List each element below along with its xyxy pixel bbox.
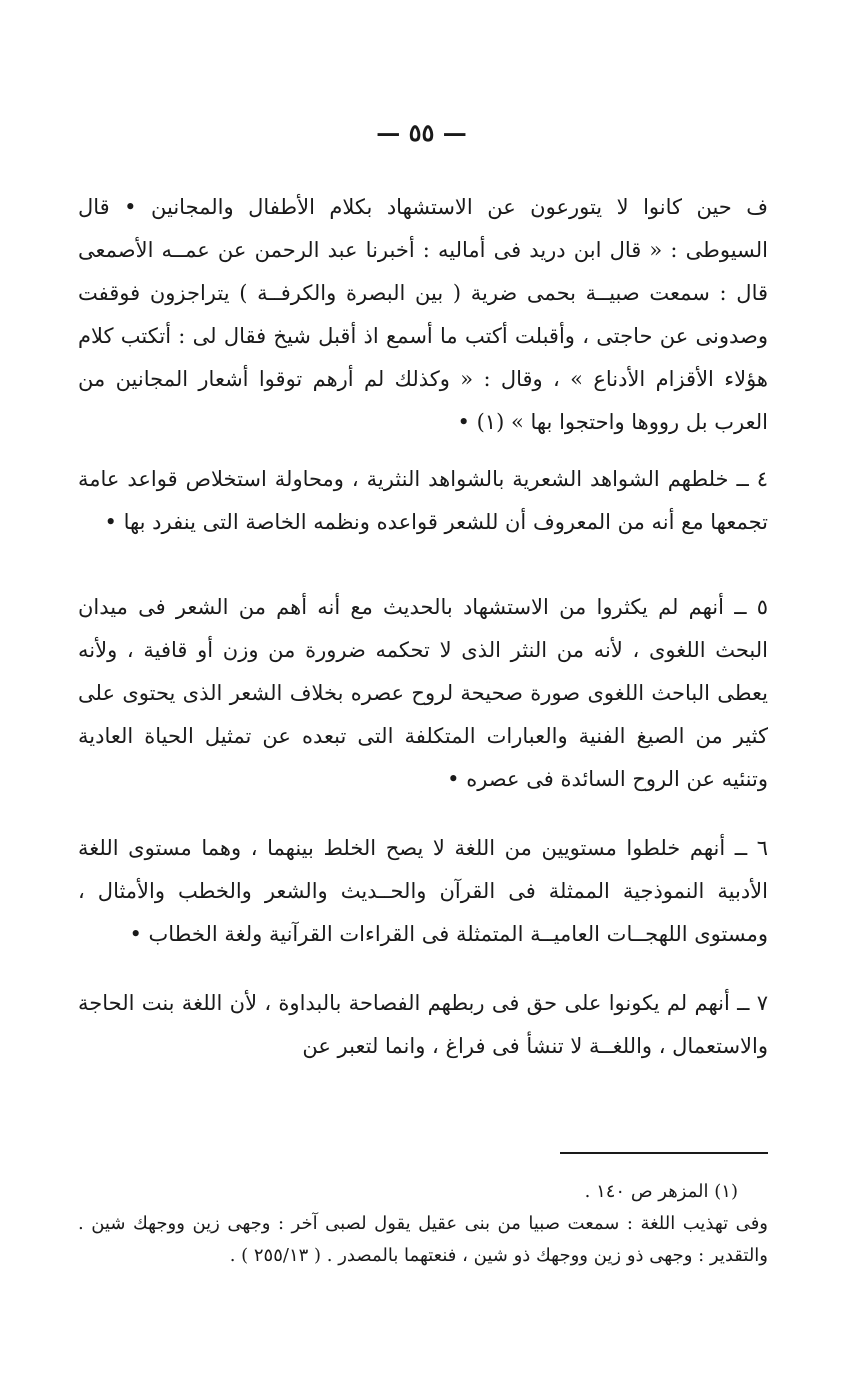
paragraph-point-5: ٥ ــ أنهم لم يكثروا من الاستشهاد بالحديث مع أنه أهم من الشعر فى ميدان البحث اللغوى ، لأنه من النثر الذى لا تحكمه ضرورة من وزن أو قافية ، ولأنه يعطى الباحث اللغوى صورة صحيحة لروح عصره بخلاف الشعر الذى يحتوى على كثير من الصيغ الفنية والعبارات المتكلفة التى تبعده عن تمثيل الحياة العادية وتنئيه عن الروح السائدة فى عصره • [78, 595, 768, 791]
paragraph-point-6: ٦ ــ أنهم خلطوا مستويين من اللغة لا يصح الخلط بينهما ، وهما مستوى اللغة الأدبية النموذجية الممثلة فى القرآن والحــديث والشعر والخطب والأمثال ، ومستوى اللهجــات العاميــة المتمثلة فى القراءات القرآنية ولغة الخطاب • [78, 836, 768, 946]
main-text [78, 186, 768, 1068]
footnotes [78, 1176, 768, 1272]
footnote-separator [560, 1152, 768, 1154]
paragraph-point-4: ٤ ــ خلطهم الشواهد الشعرية بالشواهد النثرية ، ومحاولة استخلاص قواعد عامة تجمعها مع أنه من المعروف أن للشعر قواعده ونظمه الخاصة التى ينفرد بها • [78, 467, 768, 534]
paragraph-continuation: ف حين كانوا لا يتورعون عن الاستشهاد بكلام الأطفال والمجانين • قال السيوطى : « قال ابن دريد فى أماليه : أخبرنا عبد الرحمن عن عمــه الأصمعى قال : سمعت صبيــة بحمى ضرية ( بين البصرة والكرفــة ) يتراجزون فوقفت وصدونى عن حاجتى ، وأقبلت أكتب ما أسمع اذ أقبل شيخ فقال لى : أتكتب كلام هؤلاء الأقزام الأدناع » ، وقال : « وكذلك لم أرهم توقوا أشعار المجانين من العرب بل رووها واحتجوا بها » (١) • [78, 195, 768, 434]
footnote-1: (١) المزهر ص ١٤٠ . [584, 1181, 738, 1202]
page-number: — ٥٥ — [376, 118, 467, 147]
paragraph-point-7: ٧ ــ أنهم لم يكونوا على حق فى ربطهم الفصاحة بالبداوة ، لأن اللغة بنت الحاجة والاستعمال ، واللغــة لا تنشأ فى فراغ ، وانما لتعبر عن [78, 991, 768, 1058]
footnote-1-continuation: وفى تهذيب اللغة : سمعت صبيا من بنى عقيل يقول لصبى آخر : وجهى زين ووجهك شين . والتقدير : وجهى ذو زين ووجهك ذو شين ، فنعتهما بالمصدر . ( ٢٥٥/١٣ ) . [78, 1213, 768, 1266]
